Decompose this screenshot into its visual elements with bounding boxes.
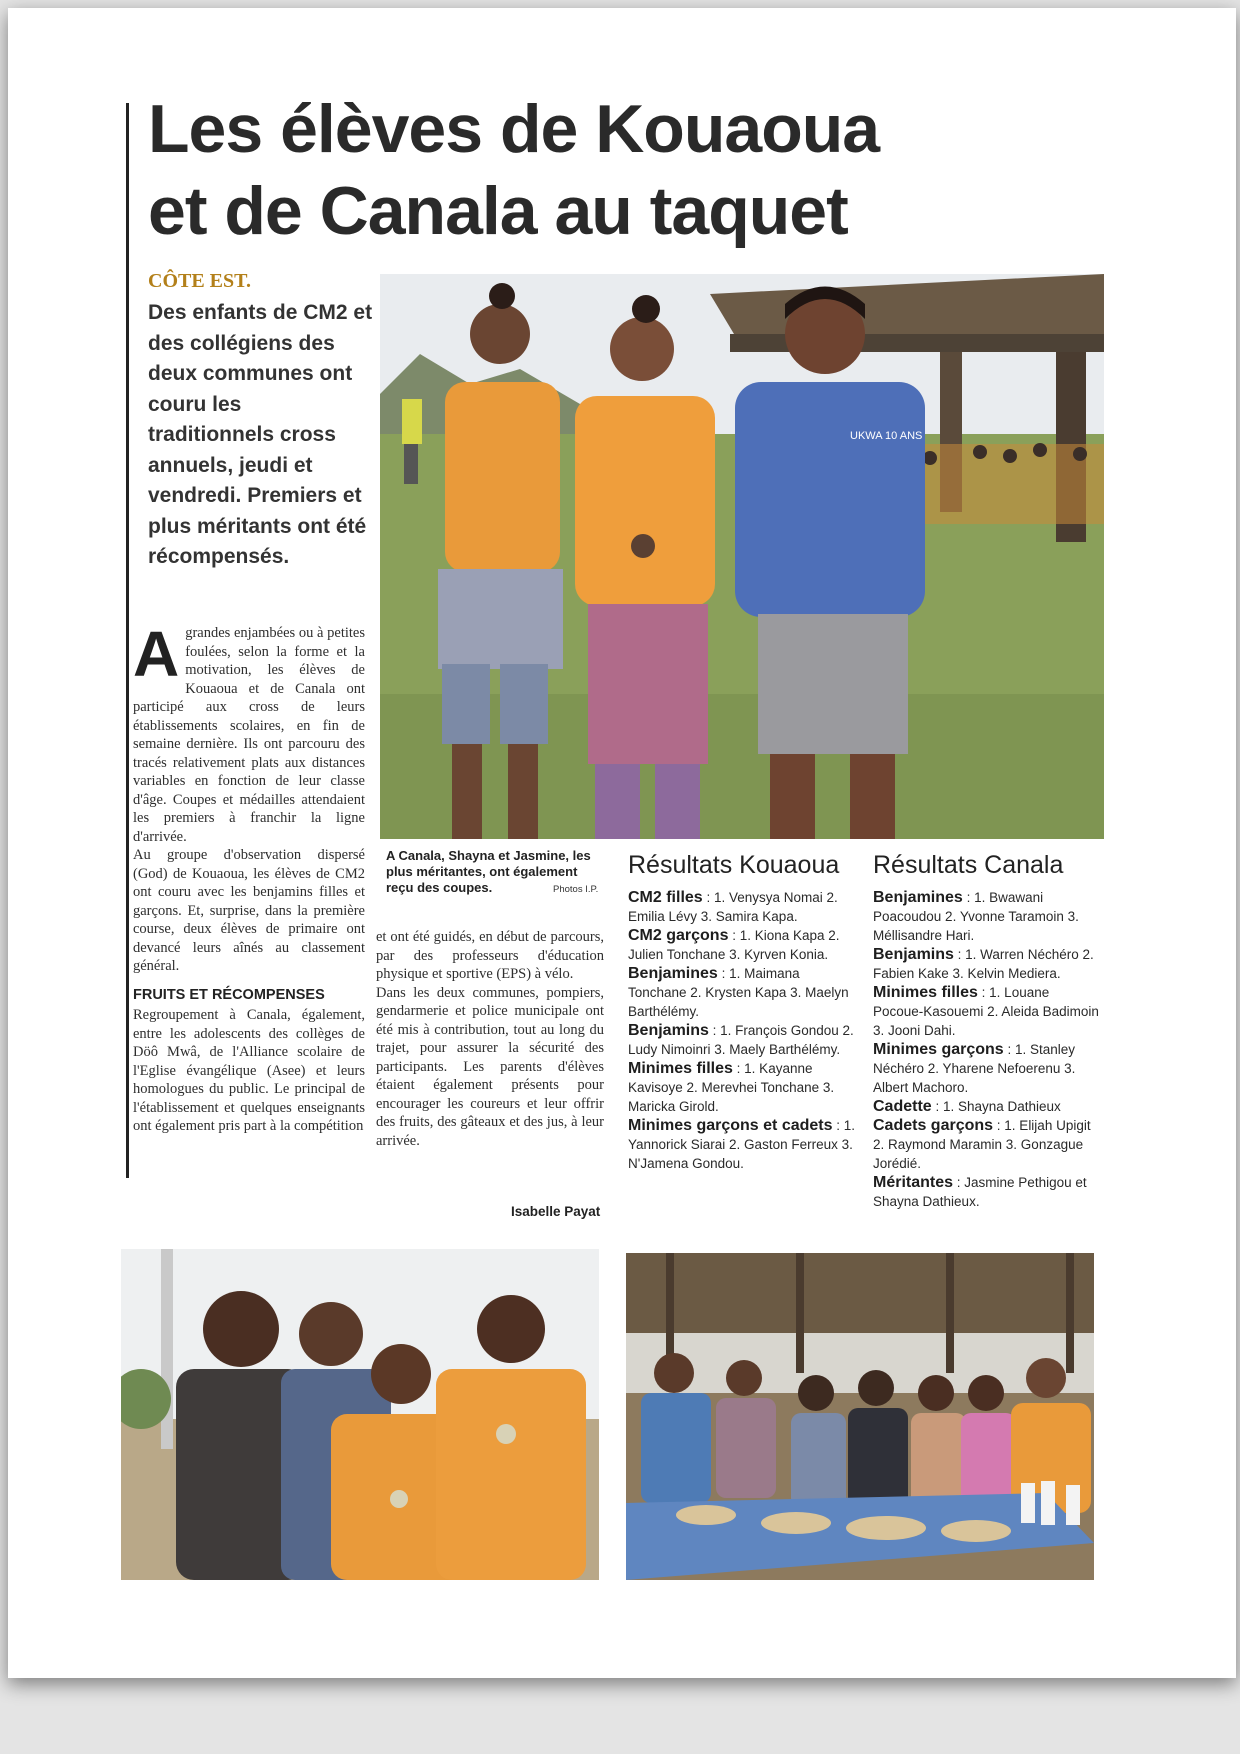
food-table-photo <box>626 1253 1094 1580</box>
article-column-1 <box>133 618 365 1136</box>
result-names: : 1. Elijah Upigit 2. Raymond Maramin 3. Gonzague Jorédié. <box>873 1118 1091 1171</box>
byline: Isabelle Payat <box>511 1204 601 1219</box>
results-kouaoua <box>628 888 856 1173</box>
newspaper-page <box>8 8 1236 1678</box>
headline-line-1: Les élèves de Kouaoua <box>148 91 880 167</box>
photo-credit: Photos I.P. <box>553 884 599 895</box>
medals-photo <box>121 1249 599 1580</box>
result-category: CM2 filles <box>628 889 703 906</box>
main-photo <box>380 274 1104 839</box>
shirt-print: UKWA 10 ANS <box>850 430 923 442</box>
result-category: Minimes garçons <box>873 1041 1004 1058</box>
result-names: : Jasmine Pethigou et Shayna Dathieux. <box>873 1175 1087 1209</box>
lede: Des enfants de CM2 et des collégiens des deux communes ont couru les traditionnels cross annuels, jeudi et vendredi. Premiers et plus méritants ont été récompensés. <box>148 301 373 568</box>
result-names: : 1. Louane Pocoue-Kasouemi 2. Aleida Badimoin 3. Jooni Dahi. <box>873 985 1099 1038</box>
result-names: : 1. François Gondou 2. Ludy Nimoinri 3. Maely Barthélémy. <box>628 1023 854 1057</box>
result-category: Benjamines <box>628 965 718 982</box>
headline <box>148 88 908 252</box>
result-names: : 1. Maimana Tonchane 2. Krysten Kapa 3. Maelyn Barthélémy. <box>628 966 849 1019</box>
result-names: : 1. Yannorick Siarai 2. Gaston Ferreux 3. N'Jamena Gondou. <box>628 1118 856 1171</box>
result-category: Benjamines <box>873 889 963 906</box>
result-names: : 1. Warren Néchéro 2. Fabien Kake 3. Kelvin Mediera. <box>873 947 1094 981</box>
result-category: Benjamins <box>873 946 954 963</box>
result-names: : 1. Venysya Nomai 2. Emilia Lévy 3. Samira Kapa. <box>628 890 838 924</box>
result-category: Cadets garçons <box>873 1117 994 1134</box>
result-names: : 1. Kayanne Kavisoye 2. Merevhei Tonchane 3. Maricka Girold. <box>628 1061 835 1114</box>
paragraph-3: Regroupement à Canala, également, entre les adolescents des collèges de Döô Mwâ, de l'Alliance scolaire de l'Eglise évangélique (Asee) et leurs homologues du public. Le principal de l'établissement et quelques enseignants ont également pris part à la compétition <box>133 1007 365 1134</box>
result-category: CM2 garçons <box>628 927 729 944</box>
results-kouaoua-title: Résultats Kouaoua <box>628 851 840 879</box>
kicker: CÔTE EST. <box>148 270 251 292</box>
result-category: Minimes garçons et cadets <box>628 1117 833 1134</box>
result-category: Méritantes <box>873 1174 954 1191</box>
drop-cap: A <box>133 618 180 690</box>
result-category: Cadette <box>873 1098 932 1115</box>
paragraph-1 <box>133 618 365 846</box>
paragraph-1-text: grandes enjambées ou à petites foulées, selon la forme et la motivation, les élèves de Kouaoua et de Canala ont participé aux cross de leurs établissements scolaires, en fin de semaine dernière. Ils ont parcouru des tracés relativement plats aux distances variables en fonction de leur classe d'âge. Coupes et médailles attendaient les premiers à franchir la ligne d'arrivée. <box>133 625 365 845</box>
paragraph-5: Dans les deux communes, pompiers, gendarmerie et police municipale ont été mis à contribution, tout au long du trajet, pour assurer la sécurité des participants. Les parents d'élèves étaient également présents pour encourager les coureurs et leur offrir des fruits, des gâteaux et des jus, à leur arrivée. <box>376 984 604 1149</box>
photo-caption: A Canala, Shayna et Jasmine, les plus méritantes, ont également reçu des coupes. <box>386 848 591 895</box>
results-canala <box>873 888 1101 1211</box>
result-names: : 1. Kiona Kapa 2. Julien Tonchane 3. Kyrven Konia. <box>628 928 840 962</box>
subhead: FRUITS ET RÉCOMPENSES <box>133 986 325 1003</box>
article-column-2 <box>376 928 604 1150</box>
result-names: : 1. Stanley Néchéro 2. Yharene Nefoerenu 3. Albert Machoro. <box>873 1042 1076 1095</box>
result-category: Benjamins <box>628 1022 709 1039</box>
paragraph-2: Au groupe d'observation dispersé (God) de Kouaoua, les élèves de CM2 ont couru avec les benjamins filles et garçons. Et, surprise, dans la première course, deux élèves de primaire ont devancé leurs aînés au classement général. <box>133 847 365 974</box>
paragraph-4: et ont été guidés, en début de parcours, par des professeurs d'éducation physique et sportive (EPS) à vélo. <box>376 929 604 982</box>
result-names: : 1. Shayna Dathieux <box>931 1099 1061 1114</box>
result-category: Minimes filles <box>873 984 978 1001</box>
column-rule <box>126 103 129 1178</box>
result-category: Minimes filles <box>628 1060 733 1077</box>
result-names: : 1. Bwawani Poacoudou 2. Yvonne Taramoin 3. Méllisandre Hari. <box>873 890 1079 943</box>
headline-line-2: et de Canala au taquet <box>148 173 848 249</box>
results-canala-title: Résultats Canala <box>873 851 1064 879</box>
